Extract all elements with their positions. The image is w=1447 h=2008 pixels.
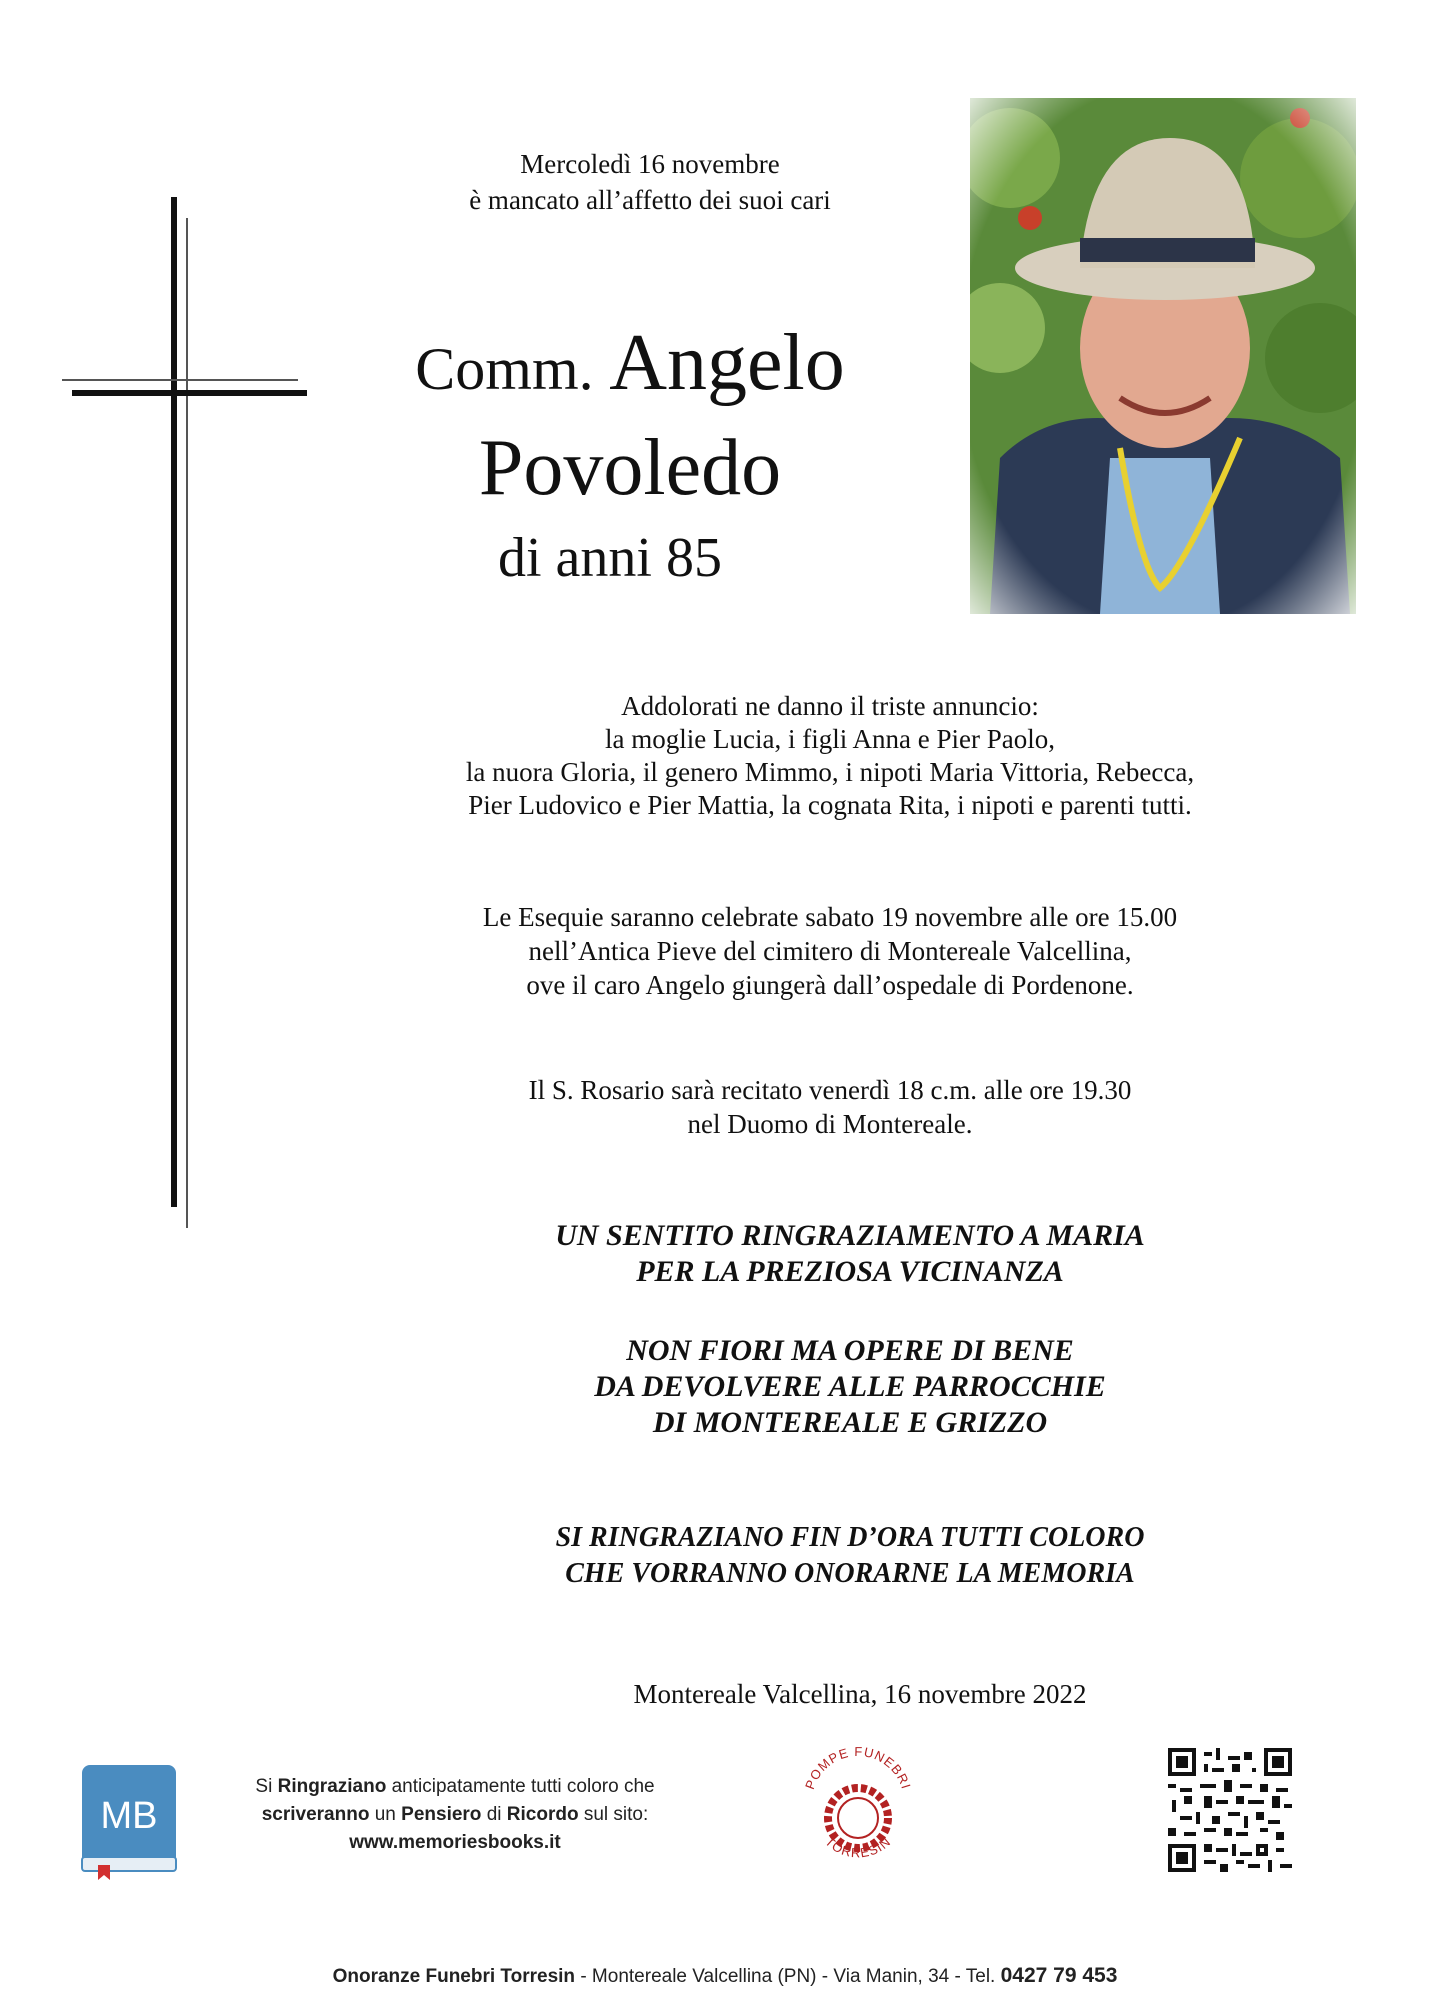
pompe-funebri-logo [798, 1740, 918, 1875]
rosary-line: nel Duomo di Montereale. [687, 1109, 973, 1139]
cross-vertical-shadow [186, 218, 188, 1228]
no-flowers-line: DA DEVOLVERE ALLE PARROCCHIE [594, 1370, 1106, 1403]
funeral-line: ove il caro Angelo giungerà dall’ospedale di Pordenone. [526, 970, 1134, 1000]
memories-line1 [215, 1773, 695, 1801]
company-info [120, 1963, 1330, 1990]
memories-line2 [215, 1801, 695, 1829]
intro-date: Mercoledì 16 novembre [520, 149, 780, 179]
cross-horizontal-bar [72, 390, 307, 396]
place-date: Montereale Valcellina, 16 novembre 2022 [633, 1679, 1087, 1709]
memories-invitation [215, 1773, 695, 1857]
intro-text [380, 146, 920, 218]
memories-text: sul sito: [578, 1804, 649, 1825]
pompe-logo-bottom: TORRESIN [822, 1833, 894, 1861]
memories-text: anticipatamente tutti coloro che [386, 1776, 655, 1797]
no-flowers-note [370, 1333, 1330, 1441]
announcement-text [370, 690, 1290, 822]
memories-text-bold: Ricordo [506, 1804, 579, 1825]
memories-text: di [481, 1804, 507, 1825]
deceased-first-name: Angelo [609, 319, 845, 407]
memories-text-bold: Ringraziano [277, 1776, 387, 1797]
cross-vertical-bar [171, 197, 177, 1207]
svg-text:POMPE FUNEBRI [802, 1744, 914, 1791]
rosary-info [370, 1073, 1290, 1141]
announcement-line: la nuora Gloria, il genero Mimmo, i nipoti Maria Vittoria, Rebecca, [465, 757, 1195, 787]
portrait-photo [970, 98, 1356, 614]
deceased-title: Comm. [415, 336, 594, 402]
intro-passed-away: è mancato all’affetto dei suoi cari [469, 185, 831, 215]
announcement-line: Pier Ludovico e Pier Mattia, la cognata Rita, i nipoti e parenti tutti. [468, 790, 1192, 820]
deceased-age: di anni 85 [498, 527, 722, 589]
funeral-line: Le Esequie saranno celebrate sabato 19 novembre alle ore 15.00 [482, 902, 1178, 932]
thanks-maria-line: PER LA PREZIOSA VICINANZA [636, 1255, 1064, 1288]
deceased-last-name: Povoledo [478, 424, 782, 512]
thanks-maria-line: UN SENTITO RINGRAZIAMENTO A MARIA [555, 1219, 1145, 1252]
announcement-line: la moglie Lucia, i figli Anna e Pier Paolo, [605, 724, 1055, 754]
announcement-line: Addolorati ne danno il triste annuncio: [621, 691, 1039, 721]
thanks-all [370, 1520, 1330, 1592]
mb-logo-text: MB [100, 1795, 158, 1837]
memories-site-link[interactable]: www.memoriesbooks.it [349, 1832, 561, 1853]
memoriesbooks-logo [80, 1765, 178, 1880]
cross-horizontal-shadow [62, 379, 298, 381]
qr-code[interactable] [1168, 1748, 1292, 1872]
company-address: - Montereale Valcellina (PN) - Via Manin, 34 - Tel. [575, 1966, 1001, 1987]
memories-text-bold: Pensiero [401, 1804, 482, 1825]
thanks-all-line: SI RINGRAZIANO FIN D’ORA TUTTI COLORO [555, 1522, 1145, 1553]
no-flowers-line: NON FIORI MA OPERE DI BENE [626, 1334, 1074, 1367]
no-flowers-line: DI MONTEREALE E GRIZZO [652, 1406, 1048, 1439]
deceased-name-line1 [300, 318, 960, 414]
rosary-line: Il S. Rosario sarà recitato venerdì 18 c.m. alle ore 19.30 [528, 1075, 1132, 1105]
funeral-line: nell’Antica Pieve del cimitero di Montereale Valcellina, [528, 936, 1132, 966]
memories-text-bold: scriveranno [261, 1804, 370, 1825]
company-phone: 0427 79 453 [1000, 1964, 1118, 1987]
thanks-all-line: CHE VORRANNO ONORARNE LA MEMORIA [565, 1558, 1135, 1589]
memories-text: un [369, 1804, 402, 1825]
pompe-logo-top: POMPE FUNEBRI [802, 1743, 915, 1792]
thanks-maria [370, 1218, 1330, 1290]
company-name: Onoranze Funebri Torresin [332, 1966, 576, 1987]
funeral-info [370, 900, 1290, 1002]
memories-text: Si [255, 1776, 278, 1797]
